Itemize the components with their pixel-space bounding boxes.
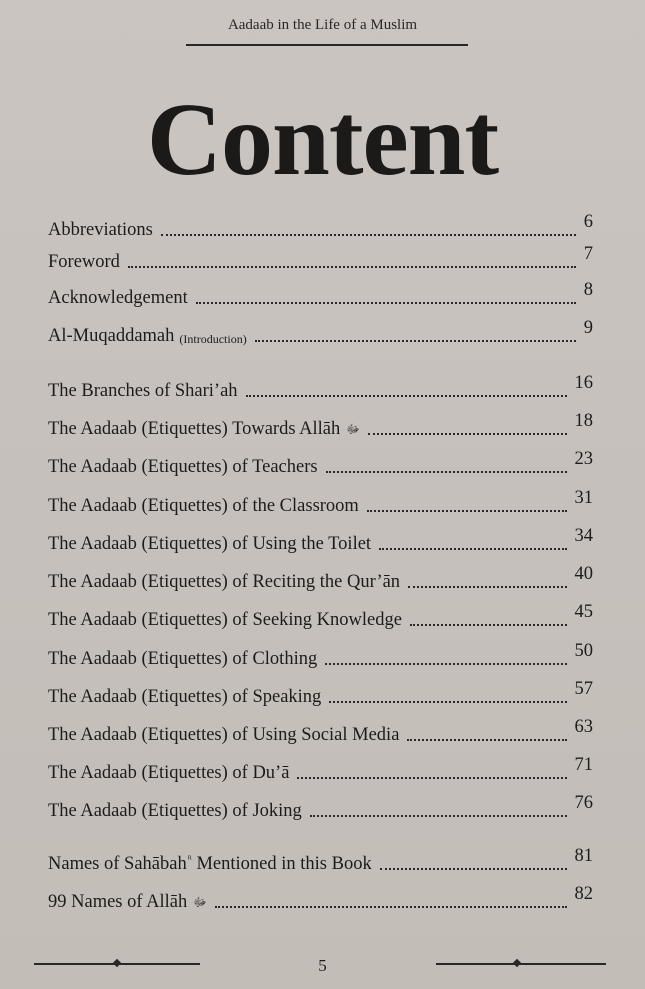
toc-page-number: 8 [583,280,593,300]
toc-label: The Aadaab (Etiquettes) of Using the Toilet [48,534,372,554]
toc-label: Al-Muqaddamah [48,326,175,346]
page-number: 5 [318,956,327,975]
toc-label [48,854,372,875]
toc-entry-foreword [48,244,593,273]
dot-leader [255,340,576,342]
toc-entry-sahabah [48,846,593,875]
dot-leader [326,471,567,473]
page-title: Content [146,82,499,197]
toc-entry-towards-allah [48,411,593,440]
honorific-mark: ᴿ [187,853,192,865]
toc-entry-abbreviations [48,212,593,241]
honorific-icon: ﷻ [193,895,207,909]
toc-label: The Aadaab (Etiquettes) of Teachers [48,457,318,477]
toc-page-number: 82 [574,884,593,904]
toc-label: The Aadaab (Etiquettes) of Clothing [48,649,318,669]
toc-label: Foreword [48,252,120,272]
running-header: Aadaab in the Life of a Muslim [227,17,418,33]
toc-label: The Aadaab (Etiquettes) of Seeking Knowledge [48,610,402,630]
toc-label: Abbreviations [48,220,153,240]
dot-leader [196,302,576,304]
dot-leader [128,266,576,268]
toc-entry-classroom [48,488,593,517]
toc-label-suffix: Mentioned in this Book [191,854,372,874]
toc-page-number: 50 [574,641,593,661]
toc-page-number: 40 [574,564,593,584]
header-rule [186,44,468,46]
dot-leader [380,868,567,870]
footer-ornament-right [436,960,606,968]
toc-label-main: Names of Sahābah [48,854,187,874]
dot-leader [379,548,566,550]
toc-entry-branches [48,373,593,402]
toc-page-number: 63 [574,717,593,737]
toc-page-number: 18 [574,411,593,431]
toc-entry-knowledge [48,602,593,631]
toc-page-number: 81 [574,846,593,866]
toc-label: The Aadaab (Etiquettes) of Speaking [48,687,322,707]
toc-note: (Introduction) [179,332,247,346]
toc-label: The Aadaab (Etiquettes) of Joking [48,801,302,821]
toc-page-number: 16 [574,373,593,393]
dot-leader [408,586,566,588]
dot-leader [246,395,567,397]
dot-leader [407,739,566,741]
toc-entry-dua [48,755,593,784]
toc-entry-acknowledgement [48,280,593,309]
toc-page-number: 76 [574,793,593,813]
toc-entry-toilet [48,526,593,555]
toc-label: Acknowledgement [48,288,188,308]
toc-page-number: 57 [574,679,593,699]
toc-entry-speaking [48,679,593,708]
toc-page-number: 6 [583,212,593,232]
toc-label: The Aadaab (Etiquettes) of Du’ā [48,763,290,783]
toc-label: 99 Names of Allāh [48,892,188,912]
toc-page-number: 31 [574,488,593,508]
dot-leader [297,777,566,779]
dot-leader [367,510,567,512]
dot-leader [329,701,566,703]
toc-entry-joking [48,793,593,822]
toc-page-number: 71 [574,755,593,775]
toc-entry-introduction [48,318,593,347]
toc-label: The Branches of Shari’ah [48,381,238,401]
toc-label: The Aadaab (Etiquettes) Towards Allāh [48,419,341,439]
dot-leader [410,624,567,626]
toc-label: The Aadaab (Etiquettes) of Reciting the Qur’ān [48,572,401,592]
toc-page-number: 7 [583,244,593,264]
toc-page-number: 34 [574,526,593,546]
dot-leader [325,663,566,665]
toc-page-number: 23 [574,449,593,469]
honorific-icon: ﷻ [346,422,360,436]
toc-page-number: 9 [583,318,593,338]
toc-page-number: 45 [574,602,593,622]
toc-entry-social-media [48,717,593,746]
dot-leader [310,815,567,817]
dot-leader [368,433,567,435]
dot-leader [161,234,576,236]
dot-leader [215,906,567,908]
toc-label: The Aadaab (Etiquettes) of the Classroom [48,496,359,516]
toc-entry-clothing [48,641,593,670]
toc-entry-99-names [48,884,593,913]
toc-label: The Aadaab (Etiquettes) of Using Social Media [48,725,400,745]
toc-entry-quran [48,564,593,593]
toc-entry-teachers [48,449,593,478]
